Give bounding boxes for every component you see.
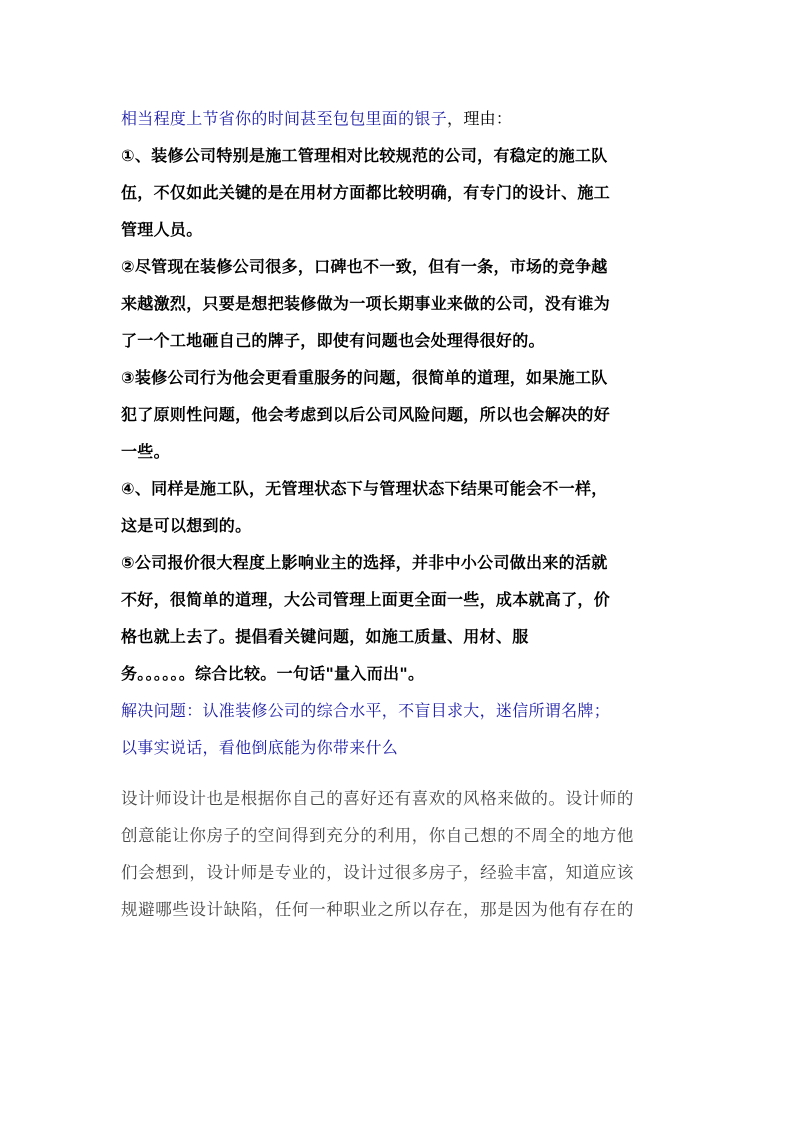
paragraph-line: 管理人员。: [121, 220, 203, 239]
solution-line: 以事实说话，看他倒底能为你带来什么: [121, 738, 399, 757]
reasons-block: [121, 137, 677, 692]
paragraph-line: ④、同样是施工队，无管理状态下与管理状态下结果可能会不一样，: [121, 479, 608, 498]
designer-line: 们会想到，设计师是专业的，设计过很多房子，经验丰富，知道应该: [121, 863, 634, 882]
paragraph-line: ③装修公司行为他会更看重服务的问题，很简单的道理，如果施工队: [121, 368, 608, 387]
paragraph-line: 了一个工地砸自己的牌子，即使有问题也会处理得很好的。: [121, 331, 545, 350]
paragraph-line: 伍，不仅如此关键的是在用材方面都比较明确，有专门的设计、施工: [121, 183, 611, 202]
intro-highlight: 相当程度上节省你的时间甚至包包里面的银子: [121, 109, 448, 128]
designer-line: 设计师设计也是根据你自己的喜好还有喜欢的风格来做的。设计师的: [121, 789, 634, 808]
paragraph-gap: [121, 766, 677, 780]
paragraph-line: 犯了原则性问题，他会考虑到以后公司风险问题，所以也会解决的好: [121, 405, 611, 424]
paragraph-line: ①、装修公司特别是施工管理相对比较规范的公司，有稳定的施工队: [121, 146, 608, 165]
paragraph-line: 不好，很简单的道理，大公司管理上面更全面一些，成本就高了，价: [121, 590, 611, 609]
designer-line: 创意能让你房子的空间得到充分的利用，你自己想的不周全的地方他: [121, 826, 634, 845]
paragraph-line: 一些。: [121, 442, 170, 461]
paragraph-line: ⑤公司报价很大程度上影响业主的选择，并非中小公司做出来的活就: [121, 553, 608, 572]
paragraph-line: 务。。。。。。综合比较。一句话"量入而出"。: [121, 664, 425, 683]
designer-block: [121, 780, 677, 928]
intro-line: [121, 100, 677, 137]
designer-line: 规避哪些设计缺陷，任何一种职业之所以存在，那是因为他有存在的: [121, 900, 634, 919]
intro-tail: ，理由：: [447, 109, 513, 128]
document-body: [121, 100, 677, 928]
paragraph-line: ②尽管现在装修公司很多，口碑也不一致，但有一条，市场的竞争越: [121, 257, 608, 276]
paragraph-line: 格也就上去了。提倡看关键问题，如施工质量、用材、服: [121, 627, 529, 646]
solution-line: 解决问题：认准装修公司的综合水平，不盲目求大，迷信所谓名牌；: [121, 701, 611, 720]
paragraph-line: 这是可以想到的。: [121, 516, 252, 535]
paragraph-line: 来越激烈，只要是想把装修做为一项长期事业来做的公司，没有谁为: [121, 294, 611, 313]
solution-block: [121, 692, 677, 766]
